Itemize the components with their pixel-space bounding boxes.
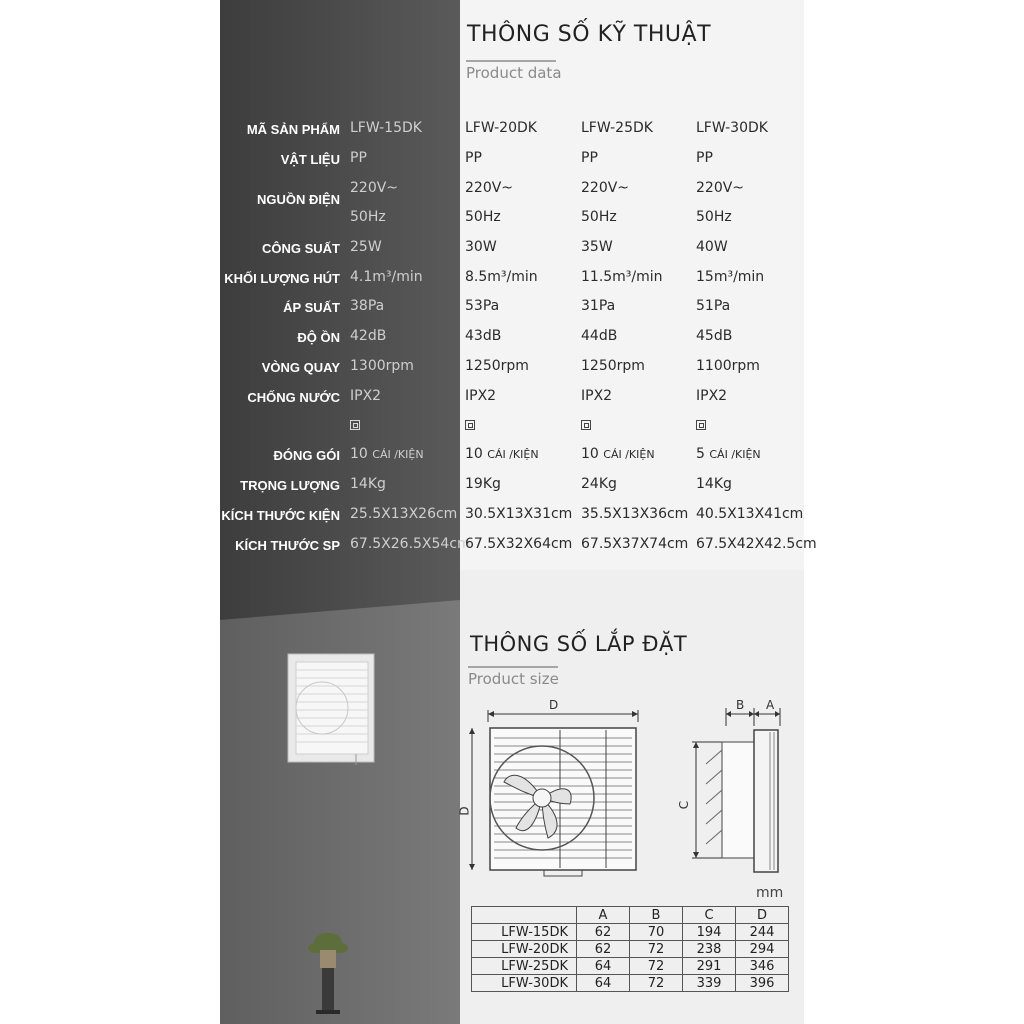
package-unit: CÁI /KIỆN xyxy=(603,448,655,461)
spec-value: IPX2 xyxy=(581,388,613,404)
table-cell: 70 xyxy=(630,924,683,941)
spec-row-label: CÔNG SUẤT xyxy=(262,241,340,256)
package-quantity: 10 xyxy=(581,446,599,462)
side-view-diagram xyxy=(682,700,802,885)
spec-value: 15m³/min xyxy=(696,269,765,285)
table-cell: LFW-25DK xyxy=(472,958,577,975)
spec-value: IPX2 xyxy=(465,388,497,404)
table-row xyxy=(472,958,789,975)
table-header-cell: B xyxy=(630,907,683,924)
spec-subtitle: Product data xyxy=(466,64,562,82)
spec-value xyxy=(465,446,539,462)
spec-value: 50Hz xyxy=(350,209,386,225)
spec-value: 14Kg xyxy=(350,476,386,492)
spec-row-label: ĐÓNG GÓI xyxy=(273,448,340,463)
table-row xyxy=(472,941,789,958)
spec-value xyxy=(696,446,761,462)
spec-value: 31Pa xyxy=(581,298,616,314)
spec-value: 35W xyxy=(581,239,613,255)
spec-row-label: KÍCH THƯỚC KIỆN xyxy=(221,508,340,523)
spec-value: 42dB xyxy=(350,328,387,344)
spec-value: IPX2 xyxy=(350,388,382,404)
spec-value xyxy=(581,446,655,462)
table-header-cell: C xyxy=(683,907,736,924)
install-title-rule xyxy=(468,666,558,668)
front-view-diagram xyxy=(464,700,664,885)
spec-value: 53Pa xyxy=(465,298,500,314)
table-cell: 72 xyxy=(630,975,683,992)
dim-label-d-side: D xyxy=(457,806,472,816)
waterproof-icon xyxy=(581,420,591,430)
unit-label: mm xyxy=(756,885,784,901)
install-subtitle: Product size xyxy=(468,670,559,688)
spec-value: 44dB xyxy=(581,328,618,344)
spec-value: 67.5X32X64cm xyxy=(465,536,573,552)
spec-value: 220V~ xyxy=(465,180,514,196)
spec-value: 67.5X26.5X54cm xyxy=(350,536,471,552)
spec-value: 50Hz xyxy=(696,209,732,225)
package-unit: CÁI /KIỆN xyxy=(709,448,761,461)
package-quantity: 5 xyxy=(696,446,705,462)
spec-row-label: ĐỘ ỒN xyxy=(297,330,340,345)
spec-value: 40W xyxy=(696,239,728,255)
spec-value: 14Kg xyxy=(696,476,732,492)
spec-value: 35.5X13X36cm xyxy=(581,506,689,522)
table-cell: 238 xyxy=(683,941,736,958)
spec-title: THÔNG SỐ KỸ THUẬT xyxy=(467,22,712,47)
spec-value: 51Pa xyxy=(696,298,731,314)
table-cell: LFW-20DK xyxy=(472,941,577,958)
spec-value: 8.5m³/min xyxy=(465,269,538,285)
product-spec-panel xyxy=(220,0,817,1024)
spec-row-label: MÃ SẢN PHẨM xyxy=(246,122,340,137)
spec-value: 30W xyxy=(465,239,497,255)
spec-value: 30.5X13X31cm xyxy=(465,506,573,522)
table-row xyxy=(472,975,789,992)
spec-value: PP xyxy=(581,150,598,166)
spec-value: 1250rpm xyxy=(465,358,529,374)
spec-value: 25W xyxy=(350,239,382,255)
table-cell: 62 xyxy=(577,924,630,941)
spec-value: 24Kg xyxy=(581,476,617,492)
spec-value: LFW-15DK xyxy=(350,120,422,136)
table-header-cell: D xyxy=(736,907,789,924)
spec-value: 1250rpm xyxy=(581,358,645,374)
spec-row-label: KHỐI LƯỢNG HÚT xyxy=(224,271,340,286)
table-cell: 72 xyxy=(630,941,683,958)
spec-value: 11.5m³/min xyxy=(581,269,663,285)
fan-photo xyxy=(286,650,376,770)
spec-value: 67.5X37X74cm xyxy=(581,536,689,552)
table-cell: LFW-15DK xyxy=(472,924,577,941)
package-quantity: 10 xyxy=(465,446,483,462)
spec-value: 38Pa xyxy=(350,298,385,314)
spec-value: 1300rpm xyxy=(350,358,414,374)
spec-value: 19Kg xyxy=(465,476,501,492)
table-cell: 62 xyxy=(577,941,630,958)
spec-value: LFW-30DK xyxy=(696,120,768,136)
dim-label-a: A xyxy=(766,698,775,712)
dimension-table xyxy=(471,906,789,992)
spec-value: 220V~ xyxy=(350,180,399,196)
spec-title-rule xyxy=(466,60,556,62)
table-header-cell xyxy=(472,907,577,924)
dim-label-c: C xyxy=(677,800,692,810)
table-cell: 194 xyxy=(683,924,736,941)
spec-value xyxy=(350,446,424,462)
dim-label-b: B xyxy=(736,698,745,712)
spec-row-label: VÒNG QUAY xyxy=(261,360,340,375)
spec-value: 50Hz xyxy=(581,209,617,225)
spec-value: 43dB xyxy=(465,328,502,344)
spec-value: 220V~ xyxy=(581,180,630,196)
spec-value: 67.5X42X42.5cm xyxy=(696,536,817,552)
table-cell: 294 xyxy=(736,941,789,958)
table-cell: 64 xyxy=(577,958,630,975)
spec-value: 50Hz xyxy=(465,209,501,225)
package-quantity: 10 xyxy=(350,446,368,462)
spec-row-label: TRỌNG LƯỢNG xyxy=(240,478,340,493)
package-unit: CÁI /KIỆN xyxy=(372,448,424,461)
spec-value: 45dB xyxy=(696,328,733,344)
table-cell: 291 xyxy=(683,958,736,975)
spec-row-label: NGUỒN ĐIỆN xyxy=(256,192,340,207)
table-cell: LFW-30DK xyxy=(472,975,577,992)
spec-value: 220V~ xyxy=(696,180,745,196)
table-cell: 72 xyxy=(630,958,683,975)
spec-value: LFW-25DK xyxy=(581,120,653,136)
waterproof-icon xyxy=(696,420,706,430)
table-header-cell: A xyxy=(577,907,630,924)
spec-row-label: CHỐNG NƯỚC xyxy=(247,390,340,405)
spec-value: IPX2 xyxy=(696,388,728,404)
table-cell: 396 xyxy=(736,975,789,992)
spec-value: 4.1m³/min xyxy=(350,269,423,285)
table-cell: 64 xyxy=(577,975,630,992)
spec-value: PP xyxy=(350,150,367,166)
table-cell: 346 xyxy=(736,958,789,975)
waterproof-icon xyxy=(350,420,360,430)
waterproof-icon xyxy=(465,420,475,430)
spec-value: 1100rpm xyxy=(696,358,760,374)
spec-row-label: ÁP SUẤT xyxy=(283,300,340,315)
spec-row-label: VẬT LIỆU xyxy=(280,152,340,167)
spec-row-label: KÍCH THƯỚC SP xyxy=(235,538,340,553)
spec-value: 25.5X13X26cm xyxy=(350,506,458,522)
table-row xyxy=(472,924,789,941)
plant-decoration xyxy=(298,928,358,1018)
dimension-table-header xyxy=(472,907,789,924)
package-unit: CÁI /KIỆN xyxy=(487,448,539,461)
dim-label-d-top: D xyxy=(549,698,559,712)
table-cell: 244 xyxy=(736,924,789,941)
spec-value: PP xyxy=(696,150,713,166)
spec-value: PP xyxy=(465,150,482,166)
install-title: THÔNG SỐ LẮP ĐẶT xyxy=(470,632,688,656)
table-cell: 339 xyxy=(683,975,736,992)
spec-value: LFW-20DK xyxy=(465,120,537,136)
spec-value: 40.5X13X41cm xyxy=(696,506,804,522)
